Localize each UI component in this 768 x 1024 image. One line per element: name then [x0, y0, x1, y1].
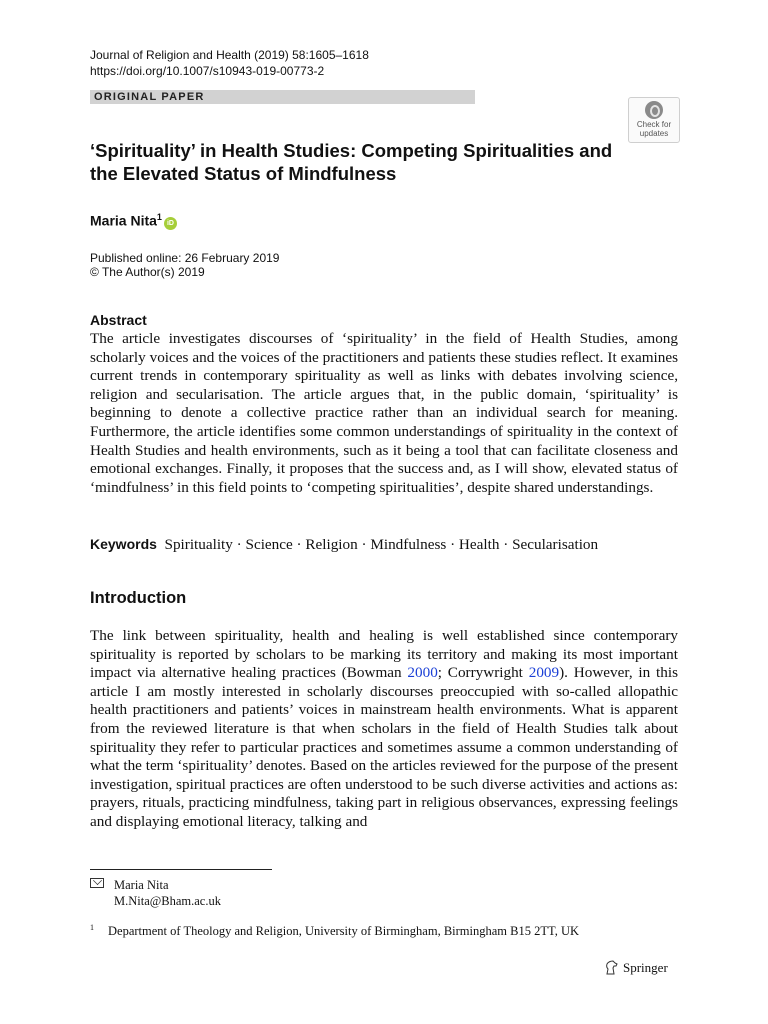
update-icon	[645, 101, 663, 119]
contact-name: Maria Nita	[114, 878, 169, 892]
publisher-logo	[604, 959, 668, 977]
intro-text-part3: ). However, in this article I am mostly interested in scholarly discourses preoccupied with so-called allopathic health practitioners and patients’ voices in mainstream health environments. What is apparent from the reviewed literature is that when scholars in the field of Health Studies talk about spirituality they refer to particular practices and sometimes assume a common understanding of what the term ‘spirituality’ denotes. Based on the articles reviewed for the purpose of the present investigation, spiritual practices are often understood to be such diverse activities and actions as: prayers, rituals, practicing mindfulness, taking part in religious observances, expressing feelings and displaying emotional literacy, talking and	[90, 664, 678, 830]
citation-link-bowman[interactable]: 2000	[407, 664, 438, 682]
article-type-banner	[90, 90, 475, 104]
envelope-icon	[90, 878, 104, 888]
published-date: Published online: 26 February 2019	[90, 251, 280, 265]
article-type-label: ORIGINAL PAPER	[94, 91, 205, 103]
journal-citation	[90, 47, 369, 79]
intro-text-part1: The link between spirituality, health and healing is well established since contemporary spirituality is reported by scholars to be marking its territory and making its most important impact via alternative healing practices (Bowman	[90, 627, 678, 682]
author-line	[90, 208, 177, 230]
contact-footnote	[90, 877, 221, 909]
orcid-icon[interactable]: iD	[164, 217, 177, 230]
check-for-updates-line2: updates	[639, 129, 669, 138]
footnote-divider	[90, 869, 272, 870]
citation-link-corrywright[interactable]: 2009	[528, 664, 560, 682]
keywords-line	[90, 535, 690, 554]
check-for-updates-line1: Check for	[636, 120, 672, 129]
keywords-list: Spirituality · Science · Religion · Mindfulness · Health · Secularisation	[164, 536, 599, 553]
doi-link[interactable]: https://doi.org/10.1007/s10943-019-00773-2	[90, 64, 325, 78]
affiliation-text: Department of Theology and Religion, University of Birmingham, Birmingham B15 2TT, UK	[108, 924, 579, 939]
intro-text-part2: ; Corrywright	[437, 664, 529, 682]
author-name[interactable]: Maria Nita	[90, 212, 157, 229]
abstract-text: The article investigates discourses of ‘spirituality’ in the field of Health Studies, among scholarly voices and the voices of the practitioners and patients these studies reflect. It examines current trends in contemporary spirituality as well as links with debates involving science, religion and secularisation. The article argues that, in the public domain, ‘spirituality’ is beginning to denote a collective practice rather than an individual search for meaning. Furthermore, the article identifies some common understandings of spirituality in the context of Health Studies and health environments, such as it being a tool that can facilitate closeness and emotional exchanges. Finally, it proposes that the success and, as I will show, elevated status of ‘mindfulness’ in this field points to ‘competing spiritualities’, despite shared understandings.	[90, 330, 678, 496]
publisher-name: Springer	[623, 960, 668, 975]
affiliation-mark: 1	[156, 212, 162, 222]
copyright-line: © The Author(s) 2019	[90, 265, 205, 279]
abstract-heading: Abstract	[90, 312, 147, 328]
introduction-heading: Introduction	[90, 589, 187, 607]
journal-line: Journal of Religion and Health (2019) 58:1605–1618	[90, 48, 369, 62]
introduction-paragraph	[90, 627, 678, 832]
contact-email[interactable]: M.Nita@Bham.ac.uk	[114, 894, 221, 908]
affiliation-footnote	[90, 920, 579, 939]
publication-info	[90, 251, 279, 279]
springer-horse-icon	[604, 960, 618, 975]
affiliation-number: 1	[90, 923, 94, 932]
keywords-label: Keywords	[90, 536, 157, 552]
check-for-updates-badge[interactable]	[628, 97, 680, 143]
paper-title: ‘Spirituality’ in Health Studies: Competing Spiritualities and the Elevated Status of Mindfulness	[90, 140, 613, 184]
